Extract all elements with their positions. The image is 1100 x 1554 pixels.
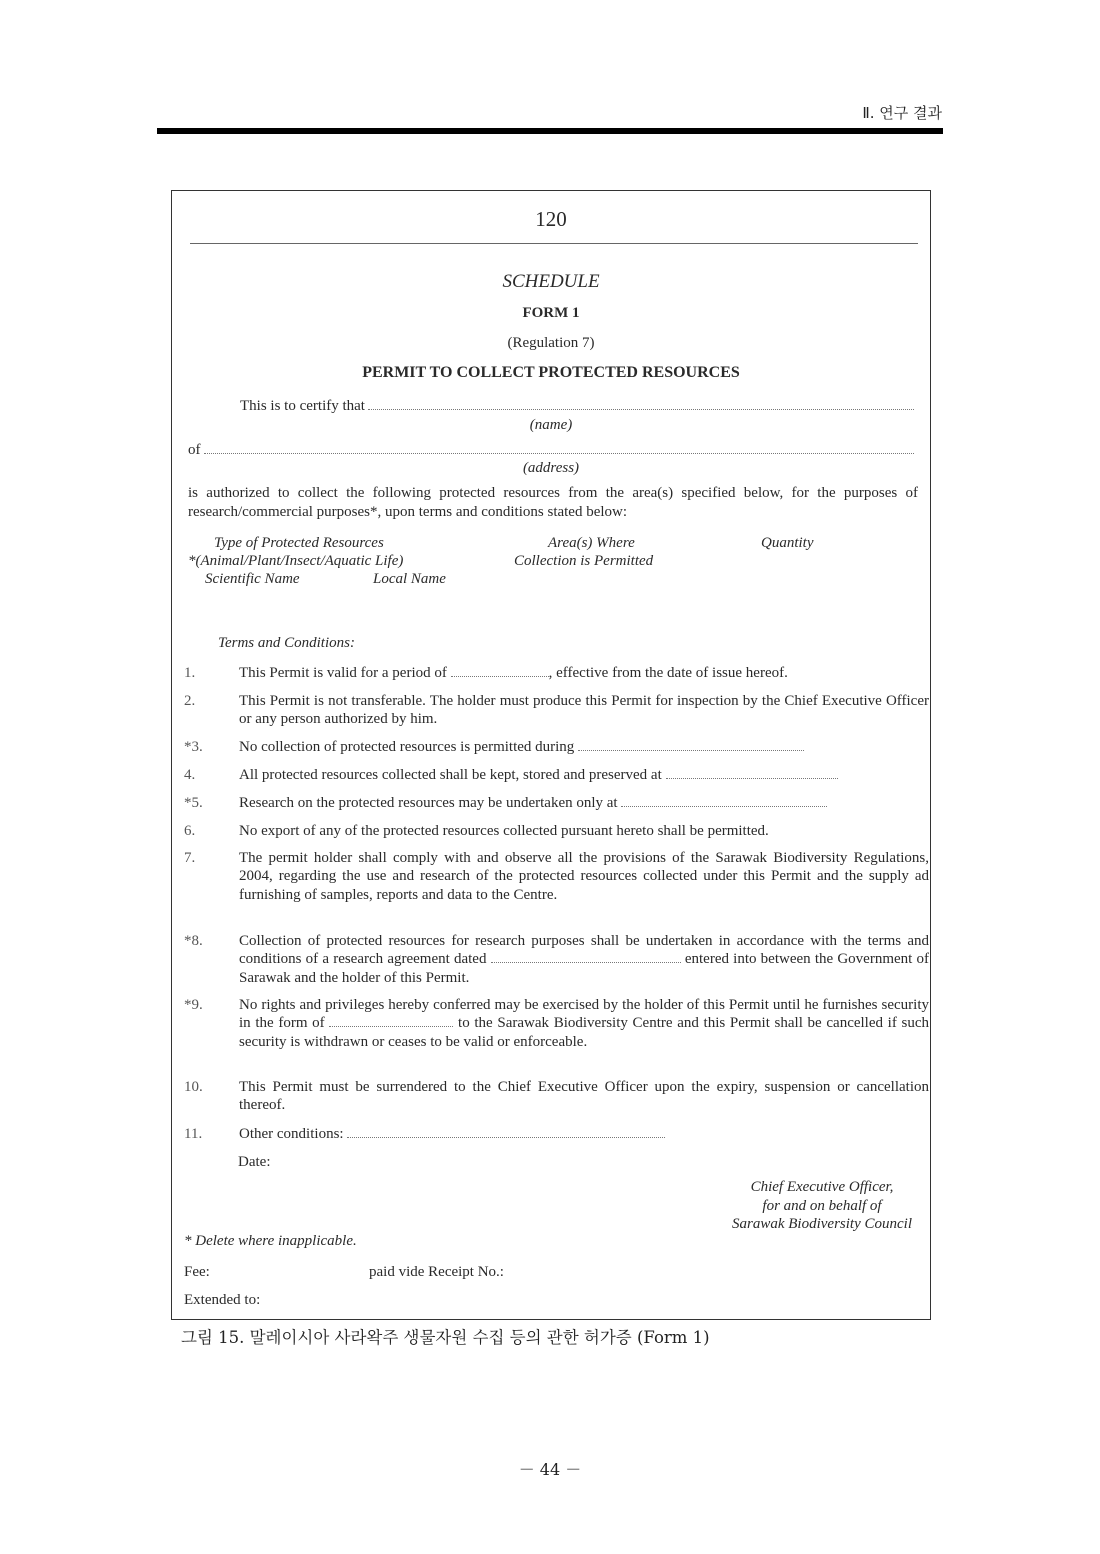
area-header-line1: Area(s) Where bbox=[548, 535, 635, 551]
regulation-ref: (Regulation 7) bbox=[507, 335, 595, 351]
date-label: Date: bbox=[238, 1154, 271, 1170]
local-name-header: Local Name bbox=[373, 571, 446, 587]
name-blank bbox=[368, 408, 914, 410]
security-blank bbox=[329, 1025, 453, 1027]
quantity-header: Quantity bbox=[761, 535, 814, 551]
permit-title: PERMIT TO COLLECT PROTECTED RESOURCES bbox=[362, 364, 740, 381]
certify-line bbox=[240, 398, 914, 415]
schedule-heading: SCHEDULE bbox=[502, 271, 600, 292]
scientific-name-header: Scientific Name bbox=[205, 571, 300, 587]
page-number: － 44 － bbox=[518, 1460, 582, 1479]
condition-text: entered into between the Government of Sarawak and the holder of this Permit. bbox=[239, 951, 929, 986]
terms-heading: Terms and Conditions: bbox=[218, 635, 355, 651]
condition-number: 10. bbox=[184, 1079, 203, 1095]
signature-line2: for and on behalf of bbox=[762, 1197, 882, 1214]
condition-text: to the Sarawak Biodiversity Centre and this Permit shall be cancelled if such security is withdrawn or ceases to be valid or enforceable. bbox=[239, 1015, 930, 1050]
period-blank bbox=[578, 749, 804, 751]
condition-number: *3. bbox=[184, 739, 203, 755]
condition-text: , effective from the date of issue hereof. bbox=[548, 665, 788, 681]
other-conditions-blank bbox=[347, 1136, 665, 1138]
type-header-line1: Type of Protected Resources bbox=[214, 535, 384, 551]
authorization-text: is authorized to collect the following protected resources from the area(s) specified below, for the purposes of research/commercial purposes*, upon terms and conditions stated below: bbox=[188, 485, 918, 520]
date-blank bbox=[491, 961, 681, 963]
figure-caption: 그림 15. 말레이시아 사라왁주 생물자원 수집 등의 관한 허가증 (Form 1) bbox=[181, 1328, 710, 1347]
of-label: of bbox=[188, 442, 201, 458]
condition-text: Collection of protected resources for research purposes shall be undertaken in accordance with the terms and conditions of a research agreement dated bbox=[239, 933, 929, 968]
condition-text: This Permit is valid for a period of bbox=[239, 665, 447, 681]
extended-label: Extended to: bbox=[184, 1292, 261, 1308]
condition-text: The permit holder shall comply with and observe all the provisions of the Sarawak Biodiversity Regulations, 2004, regarding the use and research of the protected resources collected under this Permit and the supply ad furnishing of samples, reports and data to the Centre. bbox=[239, 850, 929, 903]
receipt-label: paid vide Receipt No.: bbox=[369, 1264, 504, 1280]
condition-number: 11. bbox=[184, 1126, 203, 1142]
area-header-line2: Collection is Permitted bbox=[514, 553, 654, 569]
permit-form-image bbox=[171, 190, 931, 1320]
form-page-number: 120 bbox=[535, 207, 567, 231]
address-caption: (address) bbox=[522, 460, 580, 476]
condition-text: Research on the protected resources may be undertaken only at bbox=[239, 795, 618, 811]
condition-number: *9. bbox=[184, 997, 203, 1013]
condition-number: 7. bbox=[184, 850, 196, 866]
condition-number: 2. bbox=[184, 693, 196, 709]
footnote: * Delete where inapplicable. bbox=[184, 1233, 357, 1249]
location-blank bbox=[666, 777, 838, 779]
section-label: Ⅱ. 연구 결과 bbox=[862, 104, 942, 122]
condition-text: No export of any of the protected resources collected pursuant hereto shall be permitted. bbox=[239, 823, 769, 839]
fee-label: Fee: bbox=[184, 1264, 210, 1280]
condition-number: *5. bbox=[184, 795, 203, 811]
condition-text: No rights and privileges hereby conferred may be exercised by the holder of this Permit until he furnishes security in the form of bbox=[239, 997, 929, 1032]
location-blank bbox=[621, 805, 827, 807]
certify-label: This is to certify that bbox=[240, 398, 365, 414]
address-line bbox=[188, 442, 914, 459]
signature-block bbox=[732, 1178, 912, 1234]
form-top-rule bbox=[190, 243, 918, 244]
form-number: FORM 1 bbox=[522, 305, 580, 321]
period-blank bbox=[451, 675, 549, 677]
type-header-line2: *(Animal/Plant/Insect/Aquatic Life) bbox=[188, 553, 404, 569]
condition-text: This Permit must be surrendered to the Chief Executive Officer upon the expiry, suspension or cancellation thereof. bbox=[239, 1079, 929, 1114]
name-caption: (name) bbox=[529, 417, 573, 433]
condition-number: 4. bbox=[184, 767, 196, 783]
address-blank bbox=[204, 452, 915, 454]
condition-text: No collection of protected resources is permitted during bbox=[239, 739, 575, 755]
condition-number: 6. bbox=[184, 823, 196, 839]
signature-line1: Chief Executive Officer, bbox=[750, 1179, 894, 1195]
header-rule bbox=[157, 128, 943, 134]
condition-number: 1. bbox=[184, 665, 196, 681]
signature-line3: Sarawak Biodiversity Council bbox=[732, 1216, 912, 1232]
condition-number: *8. bbox=[184, 933, 203, 949]
condition-text: This Permit is not transferable. The holder must produce this Permit for inspection by the Chief Executive Officer or any person authorized by him. bbox=[239, 693, 929, 728]
condition-text: All protected resources collected shall be kept, stored and preserved at bbox=[239, 767, 662, 783]
condition-text: Other conditions: bbox=[239, 1126, 344, 1142]
